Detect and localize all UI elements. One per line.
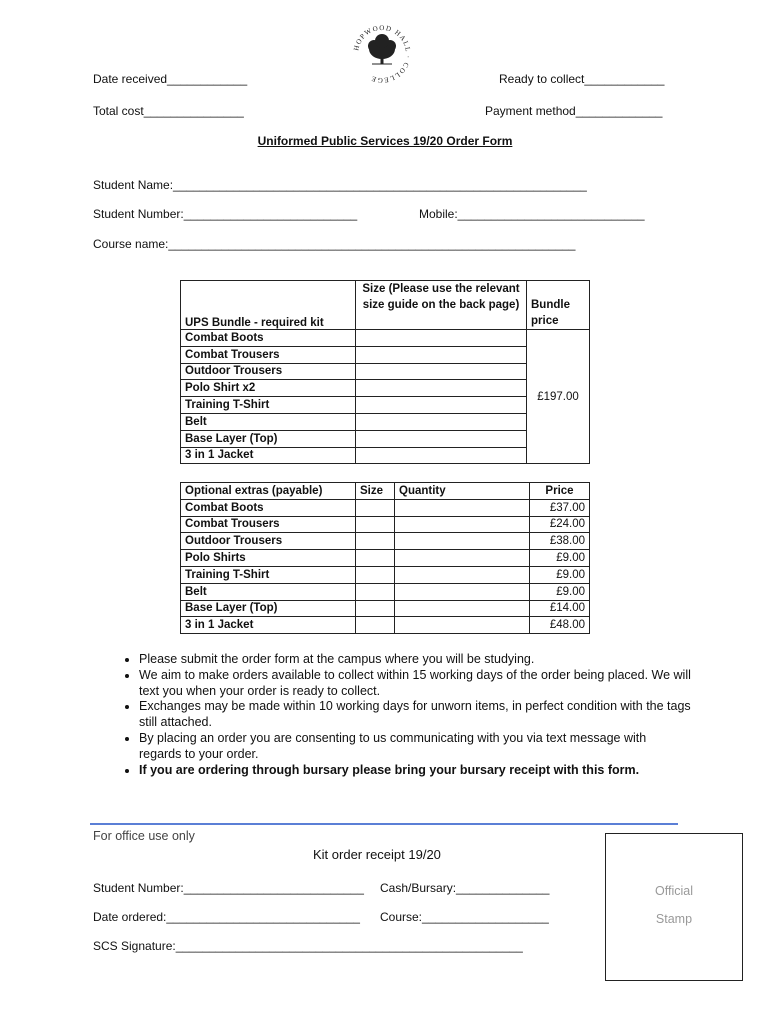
extras-header-item: Optional extras (payable) <box>181 483 356 500</box>
extras-quantity-cell[interactable] <box>395 583 530 600</box>
office-student-number-field[interactable]: Student Number:___________________________ <box>93 881 364 895</box>
extras-size-cell[interactable] <box>356 617 395 634</box>
course-name-field[interactable]: Course name:_____________________________________________________________ <box>93 237 576 251</box>
extras-quantity-cell[interactable] <box>395 499 530 516</box>
bundle-item: Training T-Shirt <box>181 397 356 414</box>
extras-header-quantity: Quantity <box>395 483 530 500</box>
bundle-item: Polo Shirt x2 <box>181 380 356 397</box>
bundle-header-price: Bundle price <box>527 281 590 330</box>
stamp-label: Stamp <box>655 912 693 926</box>
divider <box>90 823 678 825</box>
extras-quantity-cell[interactable] <box>395 600 530 617</box>
extras-price: £37.00 <box>530 499 590 516</box>
bundle-header-item: UPS Bundle - required kit <box>181 281 356 330</box>
svg-text:HOPWOOD HALL · COLLEGE: HOPWOOD HALL · COLLEGE <box>352 24 412 84</box>
extras-item: Outdoor Trousers <box>181 533 356 550</box>
office-use-label: For office use only <box>93 829 195 843</box>
bundle-size-cell[interactable] <box>356 330 527 347</box>
form-title: Uniformed Public Services 19/20 Order Form <box>257 134 513 148</box>
notes-list <box>112 652 692 778</box>
extras-quantity-cell[interactable] <box>395 516 530 533</box>
bundle-item: Combat Trousers <box>181 346 356 363</box>
date-ordered-field[interactable]: Date ordered:_____________________________ <box>93 910 360 924</box>
extras-table <box>180 482 590 634</box>
extras-price: £9.00 <box>530 550 590 567</box>
bundle-item: 3 in 1 Jacket <box>181 447 356 464</box>
office-course-field[interactable]: Course:___________________ <box>380 910 549 924</box>
note-item: • If you are ordering through bursary please bring your bursary receipt with this form. <box>139 763 692 779</box>
extras-item: Base Layer (Top) <box>181 600 356 617</box>
college-tree-seal-icon <box>352 24 412 84</box>
student-number-field[interactable]: Student Number:__________________________ <box>93 207 358 221</box>
extras-size-cell[interactable] <box>356 533 395 550</box>
note-item: • Exchanges may be made within 10 working days for unworn items, in perfect condition with the tags still attached. <box>139 699 692 731</box>
bundle-item: Belt <box>181 413 356 430</box>
extras-size-cell[interactable] <box>356 499 395 516</box>
bundle-size-cell[interactable] <box>356 447 527 464</box>
date-received-field[interactable]: Date received____________ <box>93 72 248 86</box>
scs-signature-field[interactable]: SCS Signature:____________________________________________________ <box>93 939 523 953</box>
bundle-size-cell[interactable] <box>356 413 527 430</box>
extras-header-size: Size <box>356 483 395 500</box>
extras-size-cell[interactable] <box>356 550 395 567</box>
stamp-label: Official <box>655 884 693 898</box>
bundle-table <box>180 280 590 464</box>
extras-item: Combat Boots <box>181 499 356 516</box>
student-name-field[interactable]: Student Name:______________________________________________________________ <box>93 178 587 192</box>
bundle-price: £197.00 <box>527 330 590 464</box>
extras-quantity-cell[interactable] <box>395 550 530 567</box>
total-cost-field[interactable]: Total cost_______________ <box>93 104 244 118</box>
bundle-item: Combat Boots <box>181 330 356 347</box>
extras-price: £38.00 <box>530 533 590 550</box>
note-item: • We aim to make orders available to collect within 15 working days of the order being placed. We will text you when your order is ready to collect. <box>139 668 692 700</box>
extras-item: Belt <box>181 583 356 600</box>
bundle-size-cell[interactable] <box>356 380 527 397</box>
bundle-item: Base Layer (Top) <box>181 430 356 447</box>
extras-price: £24.00 <box>530 516 590 533</box>
bundle-item: Outdoor Trousers <box>181 363 356 380</box>
extras-price: £9.00 <box>530 566 590 583</box>
mobile-field[interactable]: Mobile:____________________________ <box>419 207 645 221</box>
extras-price: £48.00 <box>530 617 590 634</box>
note-item: • By placing an order you are consenting to us communicating with you via text message with regards to your order. <box>139 731 692 763</box>
extras-price: £9.00 <box>530 583 590 600</box>
receipt-title: Kit order receipt 19/20 <box>313 847 441 862</box>
note-item: • Please submit the order form at the campus where you will be studying. <box>139 652 692 668</box>
extras-size-cell[interactable] <box>356 600 395 617</box>
extras-item: Training T-Shirt <box>181 566 356 583</box>
bundle-size-cell[interactable] <box>356 346 527 363</box>
extras-quantity-cell[interactable] <box>395 533 530 550</box>
extras-size-cell[interactable] <box>356 583 395 600</box>
extras-item: Polo Shirts <box>181 550 356 567</box>
extras-quantity-cell[interactable] <box>395 566 530 583</box>
extras-item: 3 in 1 Jacket <box>181 617 356 634</box>
extras-size-cell[interactable] <box>356 516 395 533</box>
extras-size-cell[interactable] <box>356 566 395 583</box>
extras-quantity-cell[interactable] <box>395 617 530 634</box>
extras-price: £14.00 <box>530 600 590 617</box>
bundle-size-cell[interactable] <box>356 397 527 414</box>
extras-item: Combat Trousers <box>181 516 356 533</box>
bundle-size-cell[interactable] <box>356 430 527 447</box>
bundle-size-cell[interactable] <box>356 363 527 380</box>
extras-header-price: Price <box>530 483 590 500</box>
official-stamp-box <box>605 833 743 981</box>
cash-bursary-field[interactable]: Cash/Bursary:______________ <box>380 881 550 895</box>
payment-method-field[interactable]: Payment method_____________ <box>485 104 663 118</box>
ready-to-collect-field[interactable]: Ready to collect____________ <box>499 72 665 86</box>
bundle-header-size: Size (Please use the relevant size guide on the back page) <box>356 281 527 330</box>
